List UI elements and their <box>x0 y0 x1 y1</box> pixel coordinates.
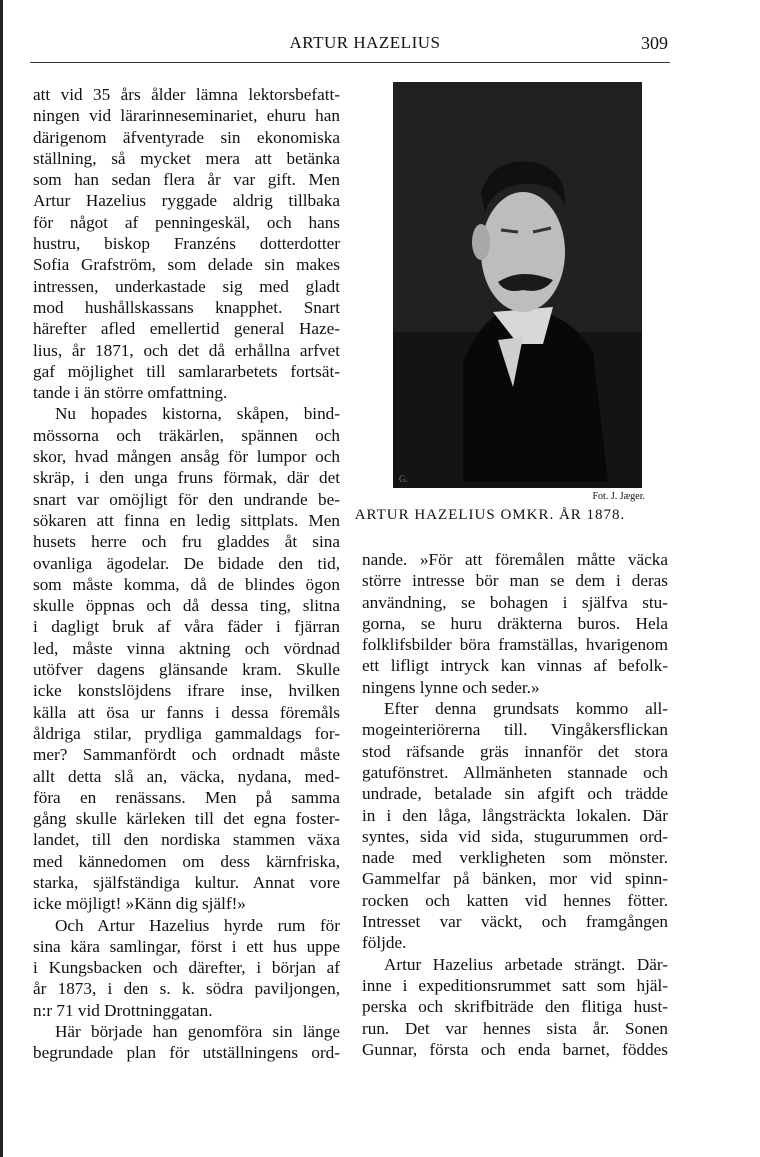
text-line: för något af penningeskäl, och hans <box>33 212 340 232</box>
text-line: som han sedan flera år var gift. Men <box>33 170 340 190</box>
text-line: gång skulle kärleken till det egna foster- <box>33 809 340 829</box>
text-line: som måste komma, då de blindes ögon <box>33 574 340 594</box>
text-line: ningens lynne och seder.» <box>362 677 540 697</box>
scan-edge <box>0 0 3 1157</box>
text-line: Intresset var väckt, och framgången <box>362 912 668 932</box>
text-line: intressen, underkastade sig med gladt <box>33 276 340 296</box>
text-line: mössorna och träkärlen, spännen och <box>33 425 340 445</box>
text-line: skor, hvad mången ansåg för lumpor och <box>33 447 340 467</box>
text-line: mod hushållskassans knapphet. Snart <box>33 297 340 317</box>
text-line: utöfver dagens glänsande kram. Skulle <box>33 660 340 680</box>
text-line: syntes, sida vid sida, stugurummen ord- <box>362 826 668 846</box>
text-line: år 1873, i den s. k. södra paviljongen, <box>33 979 340 999</box>
text-line: icke konstslöjdens ifrare inse, hvilken <box>33 681 340 701</box>
text-line: mogeinteriörerna till. Vingåkersflickan <box>362 720 668 740</box>
text-line: Här började han genomföra sin länge <box>55 1022 340 1042</box>
text-line: åldriga stilar, prydliga gammaldags for- <box>33 723 340 743</box>
text-line: led, måste vinna aktning och vördnad <box>33 638 340 658</box>
text-line: in i den låga, långsträckta lokalen. Där <box>362 805 668 825</box>
text-line: härefter afled emellertid general Haze- <box>33 319 340 339</box>
text-line: sina kära samlingar, först i ett hus uppe <box>33 936 340 956</box>
text-line: husets herre och fru gladdes åt sina <box>33 532 340 552</box>
text-line: icke möjligt! »Känn dig själf!» <box>33 894 246 914</box>
text-line: Artur Hazelius ryggade aldrig tillbaka <box>33 191 340 211</box>
text-line: landet, till den nordiska stammen växa <box>33 830 340 850</box>
text-line: användning, se bohagen i själfva stu- <box>362 592 668 612</box>
portrait-photo <box>393 82 642 488</box>
text-line: starka, själfständiga kultur. Annat vore <box>33 872 340 892</box>
text-line: skulle öppnas och då dessa ting, slitna <box>33 596 340 616</box>
text-line: lius, år 1871, och det då erhållna arfvet <box>33 340 340 360</box>
text-line: Och Artur Hazelius hyrde rum för <box>55 915 340 935</box>
text-line: Efter denna grundsats kommo all- <box>384 699 668 719</box>
header-rule <box>30 62 670 63</box>
figure-caption: ARTUR HAZELIUS OMKR. ÅR 1878. <box>354 507 626 523</box>
text-line: med kännedomen om dess kärnfriska, <box>33 851 340 871</box>
text-line: folklifsbilder böra framställas, hvarigenom <box>362 635 668 655</box>
text-line: Gunnar, första och enda barnet, föddes <box>362 1039 668 1059</box>
text-line: hustru, biskop Franzéns dotterdotter <box>33 234 340 254</box>
text-line: nade med verkligheten som mönster. <box>362 848 668 868</box>
text-line: att vid 35 års ålder lämna lektorsbefatt- <box>33 85 340 104</box>
text-line: allt detta slå an, väcka, nydana, med- <box>33 766 340 786</box>
text-line: rocken och katten vid hennes fötter. <box>362 890 668 910</box>
text-line: större intresse bör man se dem i deras <box>362 571 668 591</box>
text-line: ett lifligt intryck kan vinnas af befolk- <box>362 656 668 676</box>
text-line: n:r 71 vid Drottninggatan. <box>33 1000 213 1020</box>
text-line: nande. »För att föremålen måtte väcka <box>362 550 668 569</box>
text-line: Gammelfar på bänken, mor vid spinn- <box>362 869 668 889</box>
text-line: begrundade plan för utställningens ord- <box>33 1043 340 1063</box>
text-line: föra en renässans. Men på samma <box>33 787 340 807</box>
text-line: ningen vid lärarinneseminariet, ehuru han <box>33 106 340 126</box>
text-line: mer? Sammanfördt och ordnadt måste <box>33 745 340 765</box>
text-line: tande i än större omfattning. <box>33 383 228 403</box>
running-header: ARTUR HAZELIUS <box>289 33 441 52</box>
text-line: gatufönstret. Allmänheten stannade och <box>362 762 668 782</box>
text-line: därigenom äfventyrade sin ekonomiska <box>33 127 340 147</box>
page-number: 309 <box>641 33 668 53</box>
text-line: snart var omöjligt för den undrande be- <box>33 489 340 509</box>
photo-credit: Fot. J. Jæger. <box>592 491 645 502</box>
text-line: perska och skrifbiträde den flitiga hust- <box>362 997 668 1017</box>
text-line: i Kungsbacken och därefter, i början af <box>33 958 340 978</box>
text-line: Artur Hazelius arbetade strängt. Där- <box>384 954 668 974</box>
text-line: undrade, betalade sin afgift och trädde <box>362 784 668 804</box>
text-line: Nu hopades kistorna, skåpen, bind- <box>55 404 340 424</box>
text-line: sökaren att finna en ledig sittplats. Men <box>33 510 340 530</box>
text-line: stod räfsande gräs innanför det stora <box>362 741 668 761</box>
text-line: skräp, i den unga fruns förmak, där det <box>33 468 340 488</box>
text-line: ovanliga ägodelar. De bidade den tid, <box>33 553 340 573</box>
right-text-column <box>362 549 668 1060</box>
text-line: inne i expeditionsrummet satt som hjäl- <box>362 975 668 995</box>
text-line: källa att ösa ur fanns i dessa föremåls <box>33 702 340 722</box>
text-line: gaf möjlighet till samlararbetets fortsät- <box>33 361 340 381</box>
photo-mark: G. <box>399 474 408 484</box>
left-text-column <box>33 84 340 1064</box>
text-line: Sofia Grafström, som delade sin makes <box>33 255 340 275</box>
text-line: gorna, se huru dräkterna buros. Hela <box>362 613 668 633</box>
text-line: run. Det var hennes sista år. Sonen <box>362 1018 668 1038</box>
text-line: i dagligt bruk af våra fäder i fjärran <box>33 617 340 637</box>
text-line: ställning, så mycket mera att betänka <box>33 148 340 168</box>
text-line: följde. <box>362 933 407 953</box>
